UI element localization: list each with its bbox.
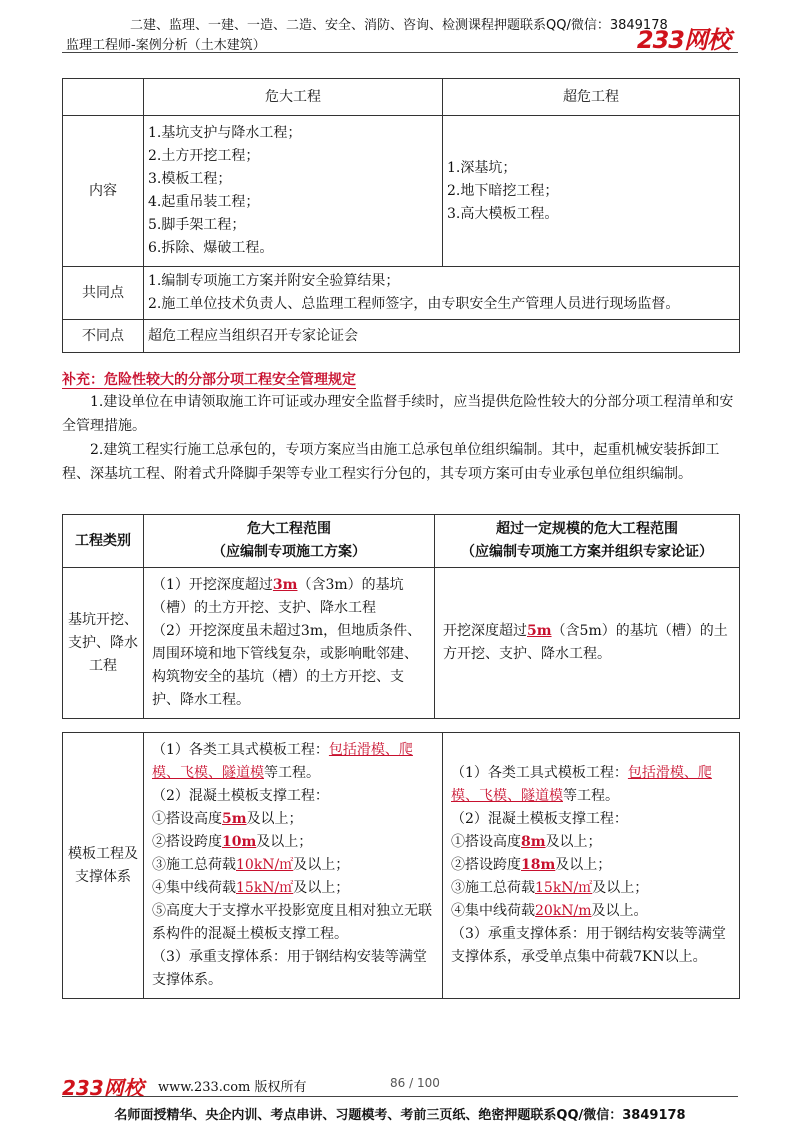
weida-items-cell [144,116,443,267]
scope-line [152,739,434,785]
list-item: 1.基坑支护与降水工程； [148,125,302,141]
scope-line [152,877,434,900]
highlight-value: 15kN/㎡ [236,880,294,896]
list-item: 2.土方开挖工程； [148,148,260,164]
table-header-cell: 工程类别 [63,515,144,568]
diff-point-cell: 超危工程应当组织召开专家论证会 [144,320,740,353]
list-item: 3.高大模板工程。 [447,205,559,222]
text-span: ①搭设高度 [451,834,521,850]
text-span: 等工程。 [264,765,320,781]
highlight-value: 8m [521,834,546,850]
weida-scope-cell [144,733,443,999]
footer-contact-line: 名师面授精华、央企内训、考点串讲、习题模考、考前三页纸、绝密押题联系QQ/微信：3849178 [114,1108,686,1123]
header-contact-line: 二建、监理、一建、一造、二造、安全、消防、咨询、检测课程押题联系QQ/微信：3849178 [130,18,668,33]
header-line: 危大工程范围 [247,521,331,537]
highlight-value: 20kN/m [535,903,592,919]
text-span: 及以上； [293,880,350,896]
text-span: （1）各类工具式模板工程： [451,765,628,781]
text-span: ③施工总荷载 [451,880,535,896]
text-span: 等工程。 [563,788,619,804]
list-item: 1.深基坑； [447,159,517,176]
row-label: 模板工程及支撑体系 [63,733,144,999]
text-span: ①搭设高度 [152,811,222,827]
scope-line: （3）承重支撑体系：用于钢结构安装等满堂支撑体系。 [152,949,427,988]
page-number: 86 / 100 [390,1076,440,1090]
text-span: 及以上； [545,834,602,850]
list-item: 2.施工单位技术负责人、总监理工程师签字，由专职安全生产管理人员进行现场监督。 [148,296,680,312]
table-header-cell: 危大工程 [144,79,443,116]
text-span: （1）开挖深度超过 [152,577,273,593]
header-course-title: 监理工程师-案例分析（土木建筑） [66,38,266,53]
supplement-title-text: 补充：危险性较大的分部分项工程安全管理规定 [62,372,356,388]
text-span: （含5m）的基坑（槽）的土方开挖、支护、降水工程。 [443,623,728,662]
highlight-value: 15kN/㎡ [535,880,593,896]
scope-line: ⑤高度大于支撑水平投影宽度且相对独立无联系构件的混凝土模板支撑工程。 [152,903,432,942]
scope-line [451,877,731,900]
weida-scope-cell [144,568,435,719]
text-span: 及以上； [293,857,350,873]
table-row [63,568,740,719]
list-item: 3.模板工程； [148,171,232,187]
supplement-paragraph: 2.建筑工程实行施工总承包的，专项方案应当由施工总承包单位组织编制。其中，起重机械安装拆卸工程、深基坑工程、附着式升降脚手架等专业工程实行分包的，其专项方案可由专业承包单位组织编制。 [62,442,720,482]
table-row [63,733,740,999]
row-label: 共同点 [63,267,144,320]
table-row [63,515,740,568]
supplement-paragraph: 1.建设单位在申请领取施工许可证或办理安全监督手续时，应当提供危险性较大的分部分项工程清单和安全管理措施。 [62,394,734,434]
brand-logo: 233网校 [636,26,730,54]
chaowei-scope-cell [435,568,740,719]
highlight-value: 10m [222,834,257,850]
text-span: （1）各类工具式模板工程： [152,742,329,758]
text-span: 及以上； [246,811,303,827]
supplement-title [62,368,740,392]
scope-line: （3）承重支撑体系：用于钢结构安装等满堂支撑体系，承受单点集中荷载7KN以上。 [451,926,726,965]
list-item: 2.地下暗挖工程； [447,182,559,199]
comparison-table [62,78,740,353]
header-line: 超过一定规模的危大工程范围 [496,521,678,537]
text-span: 及以上。 [591,903,648,919]
highlight-value: 5m [527,623,552,639]
text-span: ④集中线荷载 [152,880,236,896]
text-span: 及以上； [592,880,649,896]
footer-copyright: www.233.com 版权所有 [158,1080,307,1095]
scope-line [451,831,731,854]
highlight-value: 包括滑模、爬模、飞模、隧道模 [451,765,712,804]
excavation-scope-table [62,514,740,719]
scope-line [451,762,731,808]
text-span: 及以上； [256,834,313,850]
footer-logo: 233网校 [62,1076,144,1100]
scope-line: （2）混凝土模板支撑工程： [451,811,628,827]
list-item: 1.编制专项施工方案并附安全验算结果； [148,273,400,289]
table-header-cell [144,515,435,568]
list-item: 5.脚手架工程； [148,217,246,233]
highlight-value: 5m [222,811,247,827]
table-row [63,320,740,353]
same-points-cell [144,267,740,320]
chaowei-items-cell [443,116,740,267]
text-span: ②搭设跨度 [152,834,222,850]
table-header-cell: 超危工程 [443,79,740,116]
header-divider [62,52,738,53]
table-header-cell [63,79,144,116]
text-span: ④集中线荷载 [451,903,535,919]
table-row [63,267,740,320]
scope-line [451,854,731,877]
text-span: 开挖深度超过 [443,623,527,639]
highlight-value: 包括滑模、爬模、飞模、隧道模 [152,742,413,781]
header-line: （应编制专项施工方案并组织专家论证） [461,544,713,560]
scope-line [152,831,434,854]
table-header-cell [435,515,740,568]
scope-line [152,574,426,620]
scope-line [152,854,434,877]
scope-line: （2）混凝土模板支撑工程： [152,788,329,804]
footer-divider [62,1096,738,1097]
highlight-value: 3m [272,577,298,593]
highlight-value: 18m [521,857,556,873]
scope-line [152,808,434,831]
text-span: ③施工总荷载 [152,857,236,873]
scope-line: （2）开挖深度虽未超过3m，但地质条件、周围环境和地下管线复杂，或影响毗邻建、构筑物安全的基坑（槽）的土方开挖、支护、降水工程。 [152,623,422,708]
text-span: 及以上； [555,857,612,873]
highlight-value: 10kN/㎡ [236,857,294,873]
chaowei-scope-cell [443,733,740,999]
row-label: 内容 [63,116,144,267]
table-row [63,79,740,116]
scope-line [443,620,731,666]
text-span: ②搭设跨度 [451,857,521,873]
text-span: （含3m）的基坑（槽）的土方开挖、支护、降水工程 [152,577,404,616]
list-item: 6.拆除、爆破工程。 [148,240,274,256]
list-item: 4.起重吊装工程； [148,194,260,210]
row-label: 不同点 [63,320,144,353]
scope-line [451,900,731,923]
header-line: （应编制专项施工方案） [212,544,366,560]
formwork-scope-table [62,732,740,999]
row-label: 基坑开挖、支护、降水工程 [63,568,144,719]
table-row [63,116,740,267]
